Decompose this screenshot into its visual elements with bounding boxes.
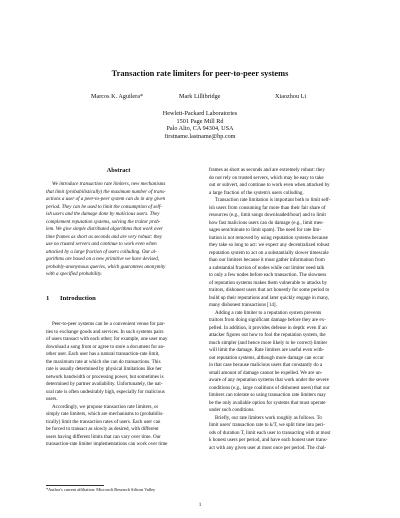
intro-line: rate is usually determined by physical limitations like her	[46, 366, 162, 372]
section-number: 1	[46, 295, 50, 302]
intro-line: tically) limit the transaction rates of users. Each user can	[46, 418, 161, 425]
body-line: a substantial fraction of nodes while our limiter need talk	[209, 264, 325, 271]
body-line: conditions (e.g., large coalitions of dishonest users) that our	[209, 384, 330, 391]
body-line: much simpler (and hence more likely to be correct) limiter	[209, 339, 328, 346]
abstract-line: complement reputation systems, solving the traitor prob-	[46, 218, 161, 225]
body-line: limiters can tolerate so using transaction rate limiters may	[209, 392, 326, 398]
author-3: Xiaozhou Li	[275, 93, 307, 100]
body-line: Transaction rate limitation is important both to limit self-	[215, 197, 331, 203]
abstract-line: attacked by a large fraction of users colluding. Our al-	[46, 248, 157, 255]
abstract-line: gorithms are based on a new primitive we have devised,	[46, 256, 160, 262]
body-line: in that case because malicious users that constantly do a	[209, 362, 323, 368]
page-number: 1	[198, 502, 202, 508]
body-line: build up their reputations and later quickly engage in many,	[209, 294, 330, 301]
body-line: k honest users per period, and have each honest user trans-	[209, 437, 328, 443]
abstract-line: use no trusted servers and continue to work even when	[46, 241, 157, 247]
intro-line: the maximum rate at which she can do transactions. This	[46, 358, 161, 365]
body-line: attacker figures out how to fool the reputation system, the	[209, 332, 326, 338]
body-line: do not rely on trusted servers, which may be easy to take	[209, 174, 324, 181]
abstract-line: actions a user of a peer-to-peer system can do in any given	[46, 196, 166, 202]
body-line: many dishonest transactions [14].	[209, 302, 277, 308]
body-line: small amount of damage cannot be expelled. We are un-	[209, 369, 323, 376]
body-line: than our limiters because it must gather information from	[209, 257, 325, 263]
footnote: *Author's current affiliation: Microsoft Research Silicon Valley	[46, 487, 156, 492]
affiliation-org: Hewlett-Packard Laboratories	[162, 110, 238, 117]
abstract-line: ish users and the damage done by malicious users. They	[46, 211, 160, 217]
body-line: resources (e.g., limit songs downloaded/hour) and to limit	[209, 212, 326, 218]
body-line: sages sent/minute to limit spam). The need for rate lim-	[209, 227, 322, 233]
intro-line: of users transact with each other; for example, one user may	[46, 336, 168, 342]
intro-line: users.	[46, 396, 58, 402]
body-line: of reputation systems makes them vulnerable to attacks by	[209, 279, 328, 286]
section-heading	[46, 295, 96, 302]
body-line: itation is not removed by using reputation systems because	[209, 234, 328, 241]
intro-body	[46, 321, 191, 449]
body-line: pelled. In addition, it provides defense in depth: even if an	[209, 324, 327, 331]
abstract-line: lem. We give simple distributed algorithms that work over	[46, 226, 163, 232]
intro-line: ural rate is often undesirably high, especially for malicious	[46, 388, 165, 395]
body-line: ods of duration T, limit each user to transacting with at most	[209, 429, 331, 436]
body-line: be the only available option for systems that must operate	[209, 399, 326, 406]
body-line: under such conditions.	[209, 407, 255, 413]
body-line: how fast malicious users can do damage (e.g., limit mes-	[209, 219, 324, 226]
affiliation-email: firstname.lastname@hp.com	[164, 132, 236, 140]
body-line: they take so long to act: we expect any decentralized robust	[209, 242, 330, 248]
body-line: traitors from doing significant damage before they are ex-	[209, 317, 326, 323]
abstract-line: that limit (probabilistically) the maximum number of trans-	[46, 188, 166, 195]
body-line: limit users' transaction rate to k/T, we split time into peri-	[209, 422, 325, 428]
author-1: Marcos K. Aguilera*	[91, 93, 144, 100]
body-line: a large fraction of the system's users colluding.	[209, 189, 304, 196]
body-line: reputation system to act on a substantially slower timescale	[209, 249, 329, 256]
intro-line: network bandwidth or processing power, but sometimes is	[46, 373, 164, 380]
intro-line: Peer-to-peer systems can be a convenient venue for par-	[52, 321, 166, 327]
footnote-rule	[46, 485, 104, 486]
intro-line: other user. Each user has a natural transaction-rate limit,	[46, 351, 160, 357]
body-line: frames as short as seconds and are extremely robust: they	[209, 167, 325, 173]
body-line: Adding a rate limiter to a reputation system prevents	[215, 309, 322, 316]
section-title: Introduction	[60, 295, 96, 302]
intro-line: simply rate limiters, which are mechanisms to (probabilis-	[46, 411, 164, 417]
body-line: aware of any reputation systems that work under the severe	[209, 377, 329, 383]
intro-line: download a song from or agree to store a document for an-	[46, 343, 165, 350]
abstract-heading: Abstract	[106, 167, 131, 174]
affiliation-street: 1501 Page Mill Rd	[176, 117, 224, 125]
body-line: will limit the damage. Rate limiters are useful even with-	[209, 347, 325, 353]
abstract-body	[46, 181, 191, 279]
intro-line: transaction-rate limiter implementations can work over time	[46, 441, 168, 447]
body-line: ish users from consuming far more than their fair share of	[209, 204, 326, 211]
right-column-body	[209, 167, 356, 452]
intro-line: be forced to transact as slowly as desired, with different	[46, 426, 159, 432]
abstract-line: period. They can be used to limit the consumption of self-	[46, 203, 162, 210]
intro-line: users having different limits that can vary over time. Our	[46, 433, 161, 440]
paper-title: Transaction rate limiters for peer-to-peer systems	[111, 69, 289, 78]
author-2: Mark Lillibridge	[179, 93, 221, 100]
body-line: traitors, dishonest users that act honestly for some period to	[209, 287, 330, 293]
body-line: to only a few nodes before each transaction. The slowness	[209, 272, 327, 278]
intro-line: determined by partner availability. Unfortunately, the nat-	[46, 381, 163, 387]
body-line: out reputation systems, although more damage can occur	[209, 354, 324, 361]
body-line: act with any given user at most once per period. The chal-	[209, 444, 327, 451]
affiliation-city: Palo Alto, CA 94304, USA	[166, 125, 234, 133]
author-list	[0, 93, 400, 103]
body-line: out or subvert, and continue to work even when attacked by	[209, 182, 330, 188]
body-line: Briefly, our rate limiters work roughly as follows. To	[215, 414, 322, 421]
affiliation-block	[0, 110, 400, 140]
abstract-line: time frames as short as seconds and are very robust: they	[46, 233, 162, 240]
intro-line: ties to exchange goods and services. In such systems pairs	[46, 328, 164, 335]
abstract-line: We introduce transaction rate limiters, new mechanisms	[52, 181, 166, 187]
abstract-line: with a specified probability.	[46, 271, 103, 277]
intro-line: Accordingly, we propose transaction rate limiters, or	[52, 403, 159, 410]
abstract-line: probably-anonymous queries, which guarantees anonymity	[46, 263, 166, 270]
